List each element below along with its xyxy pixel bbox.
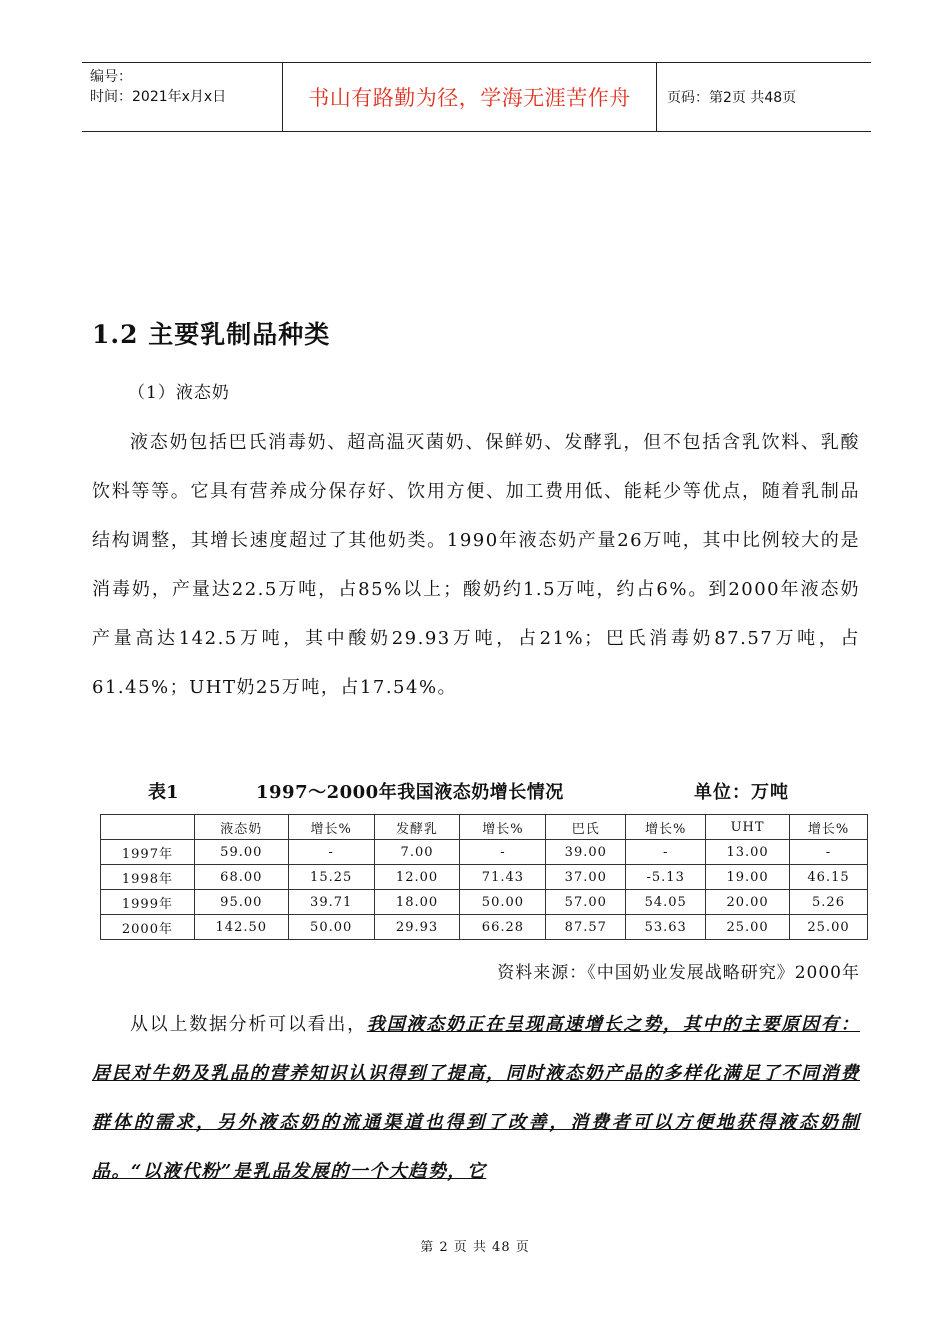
table-title: 1997～2000年我国液态奶增长情况	[256, 782, 564, 803]
table-cell: -5.13	[626, 865, 706, 890]
analysis-emphasis: 我国液态奶正在呈现高速增长之势，其中的主要原因有：居民对牛奶及乳品的营养知识认识得到了提高，同时液态奶产品的多样化满足了不同消费群体的需求，另外液态奶的流通渠道也得到了改善，消费者可以方便地获得液态奶制品。“以液代粉”是乳品发展的一个大趋势，它	[92, 1014, 861, 1182]
header-cell: UHT	[706, 815, 790, 840]
table-cell: 18.00	[374, 890, 460, 915]
page-footer: 第 2 页 共 48 页	[420, 1240, 530, 1255]
table-cell: -	[460, 840, 546, 865]
table-row	[101, 890, 868, 915]
table-cell: 46.15	[790, 865, 868, 890]
table-cell: 15.25	[288, 865, 374, 890]
table-cell: 54.05	[626, 890, 706, 915]
liquid-milk-growth-table	[100, 814, 868, 940]
header-date-label: 时间：2021年x月x日	[90, 89, 227, 105]
table-cell: 87.57	[546, 915, 626, 940]
header-cell	[101, 815, 195, 840]
table-cell: 53.63	[626, 915, 706, 940]
paragraph-liquid-milk: 液态奶包括巴氏消毒奶、超高温灭菌奶、保鲜奶、发酵乳，但不包括含乳饮料、乳酸饮料等等。它具有营养成分保存好、饮用方便、加工费用低、能耗少等优点，随着乳制品结构调整，其增长速度超过了其他奶类。1990年液态奶产量26万吨，其中比例较大的是消毒奶，产量达22.5万吨，占85%以上；酸奶约1.5万吨，约占6%。到2000年液态奶产量高达142.5万吨，其中酸奶29.93万吨，占21%；巴氏消毒奶87.57万吨，占61.45%；UHT奶25万吨，占17.54%。	[92, 432, 860, 698]
table-cell: 39.71	[288, 890, 374, 915]
table-cell: 95.00	[194, 890, 288, 915]
sub-heading: （1）液态奶	[128, 383, 230, 403]
header-cell: 巴氏	[546, 815, 626, 840]
header-page-label: 页码：第2页 共48页	[667, 90, 797, 106]
table-cell: 142.50	[194, 915, 288, 940]
table-cell: 29.93	[374, 915, 460, 940]
header-cell: 发酵乳	[374, 815, 460, 840]
table-row	[101, 840, 868, 865]
table-cell: 68.00	[194, 865, 288, 890]
table-source: 资料来源：《中国奶业发展战略研究》2000年	[497, 963, 860, 983]
table-unit: 单位：万吨	[694, 782, 789, 803]
table-cell: 71.43	[460, 865, 546, 890]
table-cell: 7.00	[374, 840, 460, 865]
table-cell: 57.00	[546, 890, 626, 915]
table-cell: 59.00	[194, 840, 288, 865]
table-cell: 25.00	[706, 915, 790, 940]
table-cell: 1998年	[101, 865, 195, 890]
header-cell: 增长%	[790, 815, 868, 840]
table-cell: 5.26	[790, 890, 868, 915]
analysis-lead: 从以上数据分析可以看出，	[130, 1014, 367, 1035]
header-cell: 增长%	[626, 815, 706, 840]
header-motto: 书山有路勤为径，学海无涯苦作舟	[282, 63, 657, 131]
table-header-row	[101, 815, 868, 840]
table-cell: 13.00	[706, 840, 790, 865]
header-cell: 增长%	[288, 815, 374, 840]
header-cell: 液态奶	[194, 815, 288, 840]
table-row	[101, 915, 868, 940]
table-cell: 20.00	[706, 890, 790, 915]
table-cell: 50.00	[460, 890, 546, 915]
section-title: 1.2 主要乳制品种类	[92, 320, 331, 349]
table-cell: -	[790, 840, 868, 865]
table-cell: 2000年	[101, 915, 195, 940]
table-cell: -	[626, 840, 706, 865]
table-cell: 25.00	[790, 915, 868, 940]
table-cell: 12.00	[374, 865, 460, 890]
header-code-label: 编号：	[90, 69, 132, 85]
table-cell: 39.00	[546, 840, 626, 865]
paragraph-analysis	[92, 1000, 860, 1196]
header-cell: 增长%	[460, 815, 546, 840]
table-row	[101, 865, 868, 890]
table-cell: 66.28	[460, 915, 546, 940]
table-cell: 1999年	[101, 890, 195, 915]
table-label: 表1	[148, 782, 179, 803]
table-cell: 19.00	[706, 865, 790, 890]
table-cell: -	[288, 840, 374, 865]
document-header	[82, 62, 871, 132]
table-cell: 37.00	[546, 865, 626, 890]
header-meta	[82, 63, 282, 131]
table-cell: 50.00	[288, 915, 374, 940]
table-cell: 1997年	[101, 840, 195, 865]
